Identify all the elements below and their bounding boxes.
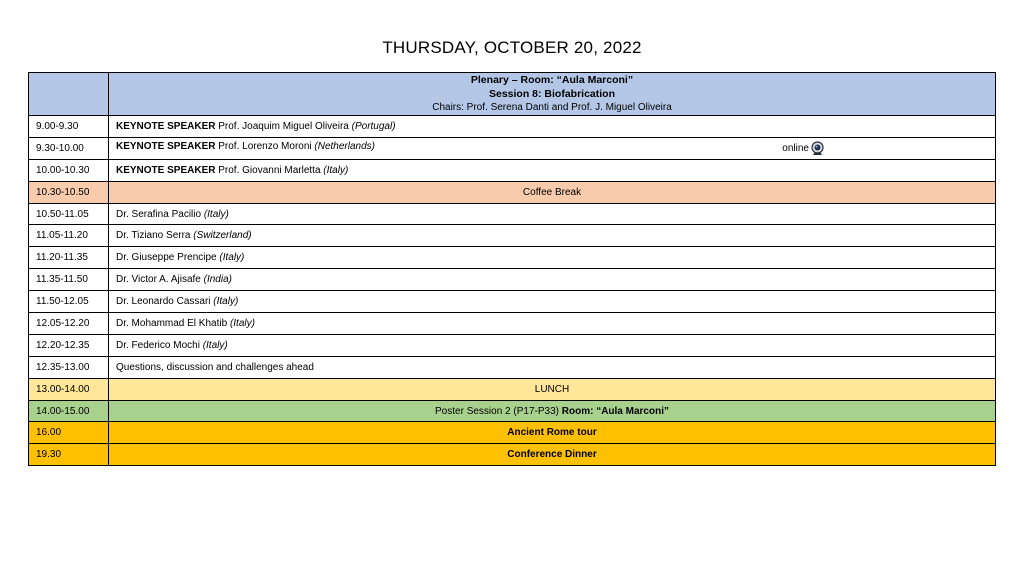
time-cell: 10.50-11.05: [29, 203, 109, 225]
time-cell: 12.35-13.00: [29, 356, 109, 378]
time-cell: 12.05-12.20: [29, 313, 109, 335]
speaker-country: (Italy): [202, 339, 228, 351]
table-row: [29, 137, 996, 159]
discussion-label: Questions, discussion and challenges ahead: [109, 356, 996, 378]
session-header: [109, 73, 996, 116]
table-row: [29, 269, 996, 291]
time-cell: 12.20-12.35: [29, 334, 109, 356]
time-cell: 10.30-10.50: [29, 181, 109, 203]
webcam-icon: [810, 141, 825, 156]
speaker-cell: [109, 159, 996, 181]
schedule-table: [28, 72, 996, 466]
tour-row: [29, 422, 996, 444]
speaker-country: (Portugal): [351, 120, 396, 132]
break-label: Coffee Break: [109, 181, 996, 203]
time-cell: 11.35-11.50: [29, 269, 109, 291]
table-row: [29, 247, 996, 269]
coffee-break-row: [29, 181, 996, 203]
speaker-name: Prof. Joaquim Miguel Oliveira: [215, 120, 352, 132]
speaker-cell: [109, 291, 996, 313]
table-row: [29, 203, 996, 225]
online-indicator: [782, 141, 825, 156]
time-cell: 11.20-11.35: [29, 247, 109, 269]
speaker-name: Dr. Mohammad El Khatib: [116, 317, 230, 329]
time-cell: 11.05-11.20: [29, 225, 109, 247]
session-header-row: [29, 73, 996, 116]
poster-session-row: [29, 400, 996, 422]
plenary-room-label: Plenary – Room: “Aula Marconi”: [470, 74, 634, 86]
speaker-role: KEYNOTE SPEAKER: [116, 140, 216, 152]
speaker-cell: [109, 116, 996, 138]
header-time-cell: [29, 73, 109, 116]
page-title: THURSDAY, OCTOBER 20, 2022: [382, 38, 642, 57]
table-row: [29, 356, 996, 378]
speaker-name: Dr. Giuseppe Prencipe: [116, 252, 220, 264]
time-cell: 19.30: [29, 444, 109, 466]
online-label: online: [782, 142, 809, 154]
speaker-cell: [109, 334, 996, 356]
time-cell: 9.30-10.00: [29, 137, 109, 159]
speaker-name: Prof. Lorenzo Moroni: [215, 140, 315, 152]
speaker-name: Dr. Tiziano Serra: [116, 230, 194, 242]
table-row: [29, 116, 996, 138]
dinner-label: Conference Dinner: [109, 444, 996, 466]
table-row: [29, 334, 996, 356]
time-cell: 16.00: [29, 422, 109, 444]
speaker-name: Dr. Federico Mochi: [116, 339, 203, 351]
speaker-cell: [109, 137, 996, 159]
speaker-role: KEYNOTE SPEAKER: [116, 164, 216, 176]
speaker-country: (Italy): [213, 296, 239, 308]
speaker-country: (India): [203, 274, 232, 286]
speaker-country: (Italy): [203, 208, 229, 220]
table-row: [29, 225, 996, 247]
table-row: [29, 291, 996, 313]
time-cell: 10.00-10.30: [29, 159, 109, 181]
speaker-country: (Italy): [219, 252, 245, 264]
speaker-name: Dr. Victor A. Ajisafe: [116, 274, 204, 286]
speaker-name: Prof. Giovanni Marletta: [215, 164, 324, 176]
lunch-label: LUNCH: [109, 378, 996, 400]
speaker-cell: [109, 247, 996, 269]
speaker-country: (Netherlands): [314, 140, 375, 152]
dinner-row: [29, 444, 996, 466]
session-chairs: Chairs: Prof. Serena Danti and Prof. J. Miguel Oliveira: [432, 102, 672, 113]
poster-session-label: Poster Session 2 (P17-P33): [435, 405, 562, 417]
speaker-cell: [109, 203, 996, 225]
speaker-role: KEYNOTE SPEAKER: [116, 120, 216, 132]
session-title: Session 8: Biofabrication: [488, 88, 616, 100]
speaker-cell: [109, 225, 996, 247]
time-cell: 14.00-15.00: [29, 400, 109, 422]
speaker-country: (Switzerland): [193, 230, 252, 242]
speaker-name: Dr. Serafina Pacilio: [116, 208, 204, 220]
time-cell: 11.50-12.05: [29, 291, 109, 313]
time-cell: 13.00-14.00: [29, 378, 109, 400]
speaker-name: Dr. Leonardo Cassari: [116, 296, 214, 308]
speaker-country: (Italy): [323, 164, 349, 176]
speaker-country: (Italy): [229, 317, 255, 329]
time-cell: 9.00-9.30: [29, 116, 109, 138]
tour-label: Ancient Rome tour: [109, 422, 996, 444]
poster-session-cell: [109, 400, 996, 422]
lunch-row: [29, 378, 996, 400]
table-row: [29, 313, 996, 335]
poster-room-label: Room: “Aula Marconi”: [561, 405, 669, 417]
table-row: [29, 159, 996, 181]
speaker-cell: [109, 313, 996, 335]
speaker-cell: [109, 269, 996, 291]
